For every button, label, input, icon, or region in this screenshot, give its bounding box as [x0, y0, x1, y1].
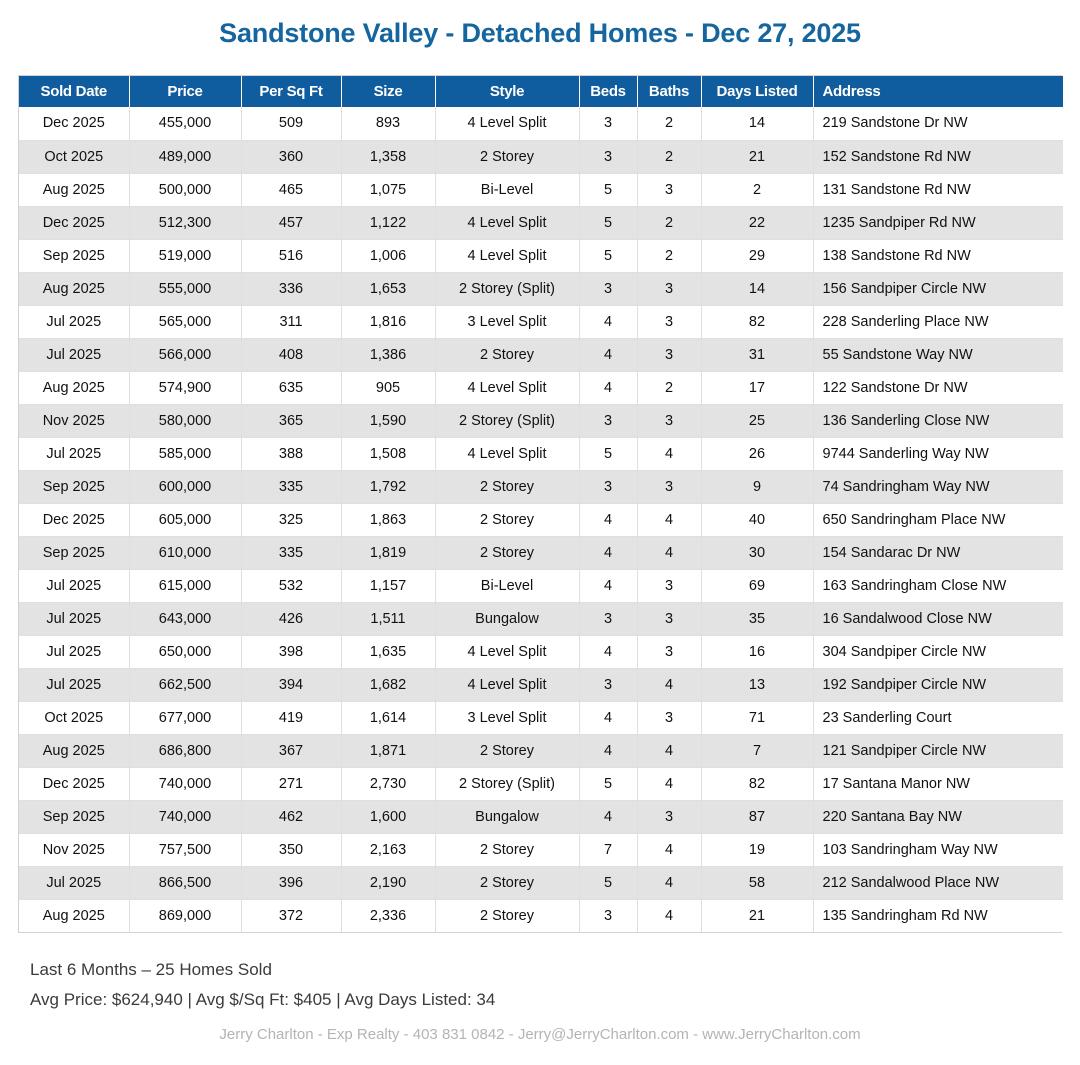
cell-days-listed: 35	[701, 602, 813, 635]
cell-baths: 4	[637, 536, 701, 569]
cell-days-listed: 71	[701, 701, 813, 734]
cell-size: 1,635	[341, 635, 435, 668]
cell-per-sq-ft: 335	[241, 470, 341, 503]
cell-beds: 5	[579, 767, 637, 800]
cell-sold-date: Oct 2025	[19, 140, 129, 173]
table-row	[19, 371, 1063, 404]
cell-days-listed: 14	[701, 272, 813, 305]
cell-days-listed: 9	[701, 470, 813, 503]
table-row	[19, 668, 1063, 701]
summary-block	[30, 955, 1080, 1015]
cell-style: 3 Level Split	[435, 701, 579, 734]
table-header-row	[19, 76, 1063, 107]
cell-days-listed: 7	[701, 734, 813, 767]
cell-beds: 5	[579, 866, 637, 899]
cell-size: 1,792	[341, 470, 435, 503]
table-row	[19, 140, 1063, 173]
cell-sold-date: Jul 2025	[19, 668, 129, 701]
cell-days-listed: 21	[701, 140, 813, 173]
table-row	[19, 503, 1063, 536]
cell-sold-date: Jul 2025	[19, 866, 129, 899]
cell-size: 1,590	[341, 404, 435, 437]
table-row	[19, 701, 1063, 734]
cell-price: 740,000	[129, 767, 241, 800]
cell-address: 121 Sandpiper Circle NW	[813, 734, 1063, 767]
cell-days-listed: 87	[701, 800, 813, 833]
cell-days-listed: 29	[701, 239, 813, 272]
cell-baths: 3	[637, 635, 701, 668]
cell-baths: 3	[637, 272, 701, 305]
cell-per-sq-ft: 465	[241, 173, 341, 206]
cell-price: 869,000	[129, 899, 241, 932]
page-title: Sandstone Valley - Detached Homes - Dec 27, 2025	[219, 18, 861, 48]
column-header-address[interactable]: Address	[813, 76, 1063, 107]
cell-size: 1,682	[341, 668, 435, 701]
table-row	[19, 899, 1063, 932]
cell-address: 17 Santana Manor NW	[813, 767, 1063, 800]
cell-style: 2 Storey	[435, 503, 579, 536]
cell-per-sq-ft: 457	[241, 206, 341, 239]
summary-count-line: Last 6 Months – 25 Homes Sold	[30, 960, 272, 979]
cell-size: 1,614	[341, 701, 435, 734]
table-row	[19, 866, 1063, 899]
cell-baths: 4	[637, 734, 701, 767]
cell-size: 1,871	[341, 734, 435, 767]
cell-style: Bungalow	[435, 800, 579, 833]
cell-baths: 3	[637, 404, 701, 437]
cell-address: 136 Sanderling Close NW	[813, 404, 1063, 437]
cell-days-listed: 82	[701, 305, 813, 338]
cell-size: 2,190	[341, 866, 435, 899]
table-row	[19, 272, 1063, 305]
cell-address: 154 Sandarac Dr NW	[813, 536, 1063, 569]
cell-price: 605,000	[129, 503, 241, 536]
cell-beds: 7	[579, 833, 637, 866]
cell-days-listed: 14	[701, 107, 813, 140]
cell-price: 565,000	[129, 305, 241, 338]
column-header-per-sq-ft[interactable]: Per Sq Ft	[241, 76, 341, 107]
cell-baths: 3	[637, 305, 701, 338]
cell-beds: 3	[579, 272, 637, 305]
cell-days-listed: 30	[701, 536, 813, 569]
cell-size: 905	[341, 371, 435, 404]
cell-address: 219 Sandstone Dr NW	[813, 107, 1063, 140]
cell-days-listed: 40	[701, 503, 813, 536]
cell-baths: 2	[637, 140, 701, 173]
cell-beds: 5	[579, 206, 637, 239]
cell-address: 131 Sandstone Rd NW	[813, 173, 1063, 206]
cell-per-sq-ft: 532	[241, 569, 341, 602]
cell-beds: 5	[579, 437, 637, 470]
cell-baths: 3	[637, 338, 701, 371]
cell-size: 1,386	[341, 338, 435, 371]
cell-style: 4 Level Split	[435, 107, 579, 140]
cell-baths: 4	[637, 833, 701, 866]
cell-style: 4 Level Split	[435, 371, 579, 404]
cell-per-sq-ft: 462	[241, 800, 341, 833]
cell-baths: 2	[637, 239, 701, 272]
cell-style: 2 Storey (Split)	[435, 272, 579, 305]
table-row	[19, 437, 1063, 470]
cell-style: 4 Level Split	[435, 206, 579, 239]
cell-address: 163 Sandringham Close NW	[813, 569, 1063, 602]
cell-size: 1,653	[341, 272, 435, 305]
cell-price: 519,000	[129, 239, 241, 272]
cell-size: 1,358	[341, 140, 435, 173]
cell-style: 4 Level Split	[435, 668, 579, 701]
table-row	[19, 767, 1063, 800]
cell-address: 220 Santana Bay NW	[813, 800, 1063, 833]
cell-per-sq-ft: 516	[241, 239, 341, 272]
cell-sold-date: Aug 2025	[19, 173, 129, 206]
column-header-price[interactable]: Price	[129, 76, 241, 107]
cell-baths: 4	[637, 668, 701, 701]
cell-address: 228 Sanderling Place NW	[813, 305, 1063, 338]
cell-price: 677,000	[129, 701, 241, 734]
cell-size: 1,600	[341, 800, 435, 833]
cell-days-listed: 22	[701, 206, 813, 239]
cell-size: 1,816	[341, 305, 435, 338]
cell-style: 2 Storey	[435, 866, 579, 899]
cell-price: 585,000	[129, 437, 241, 470]
attribution-footer: Jerry Charlton - Exp Realty - 403 831 0842 - Jerry@JerryCharlton.com - www.JerryCharlton.com	[219, 1026, 861, 1043]
cell-days-listed: 2	[701, 173, 813, 206]
cell-per-sq-ft: 426	[241, 602, 341, 635]
cell-beds: 4	[579, 635, 637, 668]
cell-beds: 4	[579, 338, 637, 371]
cell-per-sq-ft: 367	[241, 734, 341, 767]
cell-sold-date: Sep 2025	[19, 800, 129, 833]
cell-price: 574,900	[129, 371, 241, 404]
cell-per-sq-ft: 408	[241, 338, 341, 371]
cell-per-sq-ft: 398	[241, 635, 341, 668]
table-row	[19, 404, 1063, 437]
cell-address: 55 Sandstone Way NW	[813, 338, 1063, 371]
cell-style: 2 Storey	[435, 338, 579, 371]
cell-per-sq-ft: 360	[241, 140, 341, 173]
cell-baths: 3	[637, 800, 701, 833]
cell-per-sq-ft: 509	[241, 107, 341, 140]
cell-sold-date: Dec 2025	[19, 767, 129, 800]
cell-sold-date: Sep 2025	[19, 239, 129, 272]
cell-style: 2 Storey	[435, 734, 579, 767]
cell-style: 2 Storey (Split)	[435, 767, 579, 800]
cell-price: 650,000	[129, 635, 241, 668]
cell-size: 1,863	[341, 503, 435, 536]
cell-days-listed: 69	[701, 569, 813, 602]
cell-beds: 4	[579, 734, 637, 767]
cell-per-sq-ft: 394	[241, 668, 341, 701]
cell-sold-date: Aug 2025	[19, 734, 129, 767]
cell-days-listed: 26	[701, 437, 813, 470]
cell-price: 580,000	[129, 404, 241, 437]
table-row	[19, 206, 1063, 239]
cell-baths: 3	[637, 569, 701, 602]
cell-style: 2 Storey	[435, 536, 579, 569]
cell-price: 610,000	[129, 536, 241, 569]
cell-sold-date: Aug 2025	[19, 371, 129, 404]
cell-sold-date: Nov 2025	[19, 833, 129, 866]
cell-sold-date: Jul 2025	[19, 602, 129, 635]
table-header	[19, 76, 1063, 107]
cell-price: 757,500	[129, 833, 241, 866]
sales-table-container	[18, 75, 1062, 933]
cell-per-sq-ft: 336	[241, 272, 341, 305]
table-row	[19, 569, 1063, 602]
cell-style: 2 Storey	[435, 140, 579, 173]
table-row	[19, 173, 1063, 206]
cell-baths: 3	[637, 470, 701, 503]
column-header-style[interactable]: Style	[435, 76, 579, 107]
cell-per-sq-ft: 388	[241, 437, 341, 470]
cell-style: 3 Level Split	[435, 305, 579, 338]
cell-address: 74 Sandringham Way NW	[813, 470, 1063, 503]
cell-address: 156 Sandpiper Circle NW	[813, 272, 1063, 305]
cell-sold-date: Jul 2025	[19, 338, 129, 371]
cell-days-listed: 16	[701, 635, 813, 668]
cell-per-sq-ft: 419	[241, 701, 341, 734]
cell-address: 138 Sandstone Rd NW	[813, 239, 1063, 272]
cell-address: 192 Sandpiper Circle NW	[813, 668, 1063, 701]
cell-style: 2 Storey	[435, 833, 579, 866]
cell-sold-date: Dec 2025	[19, 503, 129, 536]
cell-price: 643,000	[129, 602, 241, 635]
cell-size: 1,075	[341, 173, 435, 206]
cell-price: 455,000	[129, 107, 241, 140]
cell-style: 2 Storey	[435, 899, 579, 932]
table-row	[19, 833, 1063, 866]
cell-address: 103 Sandringham Way NW	[813, 833, 1063, 866]
column-header-baths[interactable]: Baths	[637, 76, 701, 107]
cell-baths: 4	[637, 899, 701, 932]
cell-size: 2,163	[341, 833, 435, 866]
cell-per-sq-ft: 365	[241, 404, 341, 437]
column-header-size[interactable]: Size	[341, 76, 435, 107]
cell-address: 135 Sandringham Rd NW	[813, 899, 1063, 932]
cell-size: 1,508	[341, 437, 435, 470]
cell-address: 212 Sandalwood Place NW	[813, 866, 1063, 899]
cell-address: 1235 Sandpiper Rd NW	[813, 206, 1063, 239]
cell-address: 9744 Sanderling Way NW	[813, 437, 1063, 470]
cell-price: 866,500	[129, 866, 241, 899]
cell-price: 615,000	[129, 569, 241, 602]
cell-per-sq-ft: 271	[241, 767, 341, 800]
table-body	[19, 107, 1063, 932]
table-row	[19, 734, 1063, 767]
cell-price: 489,000	[129, 140, 241, 173]
cell-sold-date: Jul 2025	[19, 305, 129, 338]
cell-address: 23 Sanderling Court	[813, 701, 1063, 734]
cell-sold-date: Sep 2025	[19, 536, 129, 569]
cell-per-sq-ft: 325	[241, 503, 341, 536]
table-row	[19, 536, 1063, 569]
cell-price: 500,000	[129, 173, 241, 206]
cell-per-sq-ft: 311	[241, 305, 341, 338]
cell-style: 4 Level Split	[435, 239, 579, 272]
cell-sold-date: Nov 2025	[19, 404, 129, 437]
column-header-days-listed[interactable]: Days Listed	[701, 76, 813, 107]
cell-sold-date: Sep 2025	[19, 470, 129, 503]
cell-beds: 3	[579, 404, 637, 437]
cell-beds: 4	[579, 800, 637, 833]
cell-baths: 4	[637, 503, 701, 536]
cell-sold-date: Aug 2025	[19, 272, 129, 305]
cell-address: 304 Sandpiper Circle NW	[813, 635, 1063, 668]
cell-style: 2 Storey (Split)	[435, 404, 579, 437]
table-row	[19, 107, 1063, 140]
cell-baths: 4	[637, 437, 701, 470]
column-header-sold-date[interactable]: Sold Date	[19, 76, 129, 107]
cell-style: Bungalow	[435, 602, 579, 635]
cell-style: 2 Storey	[435, 470, 579, 503]
cell-per-sq-ft: 350	[241, 833, 341, 866]
cell-beds: 3	[579, 899, 637, 932]
cell-baths: 3	[637, 173, 701, 206]
cell-days-listed: 58	[701, 866, 813, 899]
cell-baths: 4	[637, 767, 701, 800]
cell-price: 555,000	[129, 272, 241, 305]
cell-beds: 3	[579, 602, 637, 635]
cell-size: 1,511	[341, 602, 435, 635]
table-row	[19, 239, 1063, 272]
cell-baths: 2	[637, 371, 701, 404]
cell-sold-date: Jul 2025	[19, 635, 129, 668]
cell-address: 16 Sandalwood Close NW	[813, 602, 1063, 635]
cell-days-listed: 19	[701, 833, 813, 866]
table-row	[19, 338, 1063, 371]
cell-sold-date: Jul 2025	[19, 569, 129, 602]
cell-per-sq-ft: 335	[241, 536, 341, 569]
summary-averages-line: Avg Price: $624,940 | Avg $/Sq Ft: $405 | Avg Days Listed: 34	[30, 990, 496, 1009]
cell-beds: 5	[579, 239, 637, 272]
cell-size: 2,730	[341, 767, 435, 800]
cell-price: 662,500	[129, 668, 241, 701]
cell-size: 2,336	[341, 899, 435, 932]
cell-days-listed: 82	[701, 767, 813, 800]
table-row	[19, 602, 1063, 635]
cell-per-sq-ft: 372	[241, 899, 341, 932]
cell-sold-date: Jul 2025	[19, 437, 129, 470]
cell-beds: 4	[579, 371, 637, 404]
cell-size: 1,819	[341, 536, 435, 569]
cell-baths: 3	[637, 602, 701, 635]
cell-style: 4 Level Split	[435, 437, 579, 470]
cell-days-listed: 13	[701, 668, 813, 701]
cell-price: 600,000	[129, 470, 241, 503]
table-row	[19, 305, 1063, 338]
cell-sold-date: Aug 2025	[19, 899, 129, 932]
cell-sold-date: Dec 2025	[19, 206, 129, 239]
cell-address: 122 Sandstone Dr NW	[813, 371, 1063, 404]
cell-sold-date: Oct 2025	[19, 701, 129, 734]
sales-table	[19, 76, 1063, 932]
cell-price: 740,000	[129, 800, 241, 833]
cell-baths: 2	[637, 107, 701, 140]
cell-beds: 4	[579, 536, 637, 569]
cell-price: 566,000	[129, 338, 241, 371]
cell-days-listed: 17	[701, 371, 813, 404]
cell-baths: 2	[637, 206, 701, 239]
cell-size: 1,157	[341, 569, 435, 602]
cell-per-sq-ft: 396	[241, 866, 341, 899]
cell-baths: 3	[637, 701, 701, 734]
table-row	[19, 470, 1063, 503]
cell-days-listed: 25	[701, 404, 813, 437]
table-row	[19, 635, 1063, 668]
cell-size: 1,006	[341, 239, 435, 272]
cell-sold-date: Dec 2025	[19, 107, 129, 140]
cell-style: Bi-Level	[435, 173, 579, 206]
column-header-beds[interactable]: Beds	[579, 76, 637, 107]
cell-address: 152 Sandstone Rd NW	[813, 140, 1063, 173]
cell-beds: 3	[579, 140, 637, 173]
cell-style: Bi-Level	[435, 569, 579, 602]
cell-beds: 3	[579, 470, 637, 503]
cell-beds: 4	[579, 503, 637, 536]
cell-size: 893	[341, 107, 435, 140]
cell-days-listed: 21	[701, 899, 813, 932]
cell-price: 686,800	[129, 734, 241, 767]
cell-beds: 5	[579, 173, 637, 206]
cell-price: 512,300	[129, 206, 241, 239]
cell-baths: 4	[637, 866, 701, 899]
cell-per-sq-ft: 635	[241, 371, 341, 404]
cell-beds: 4	[579, 569, 637, 602]
cell-address: 650 Sandringham Place NW	[813, 503, 1063, 536]
cell-beds: 3	[579, 668, 637, 701]
table-row	[19, 800, 1063, 833]
cell-style: 4 Level Split	[435, 635, 579, 668]
cell-beds: 4	[579, 305, 637, 338]
cell-beds: 4	[579, 701, 637, 734]
cell-beds: 3	[579, 107, 637, 140]
cell-size: 1,122	[341, 206, 435, 239]
cell-days-listed: 31	[701, 338, 813, 371]
